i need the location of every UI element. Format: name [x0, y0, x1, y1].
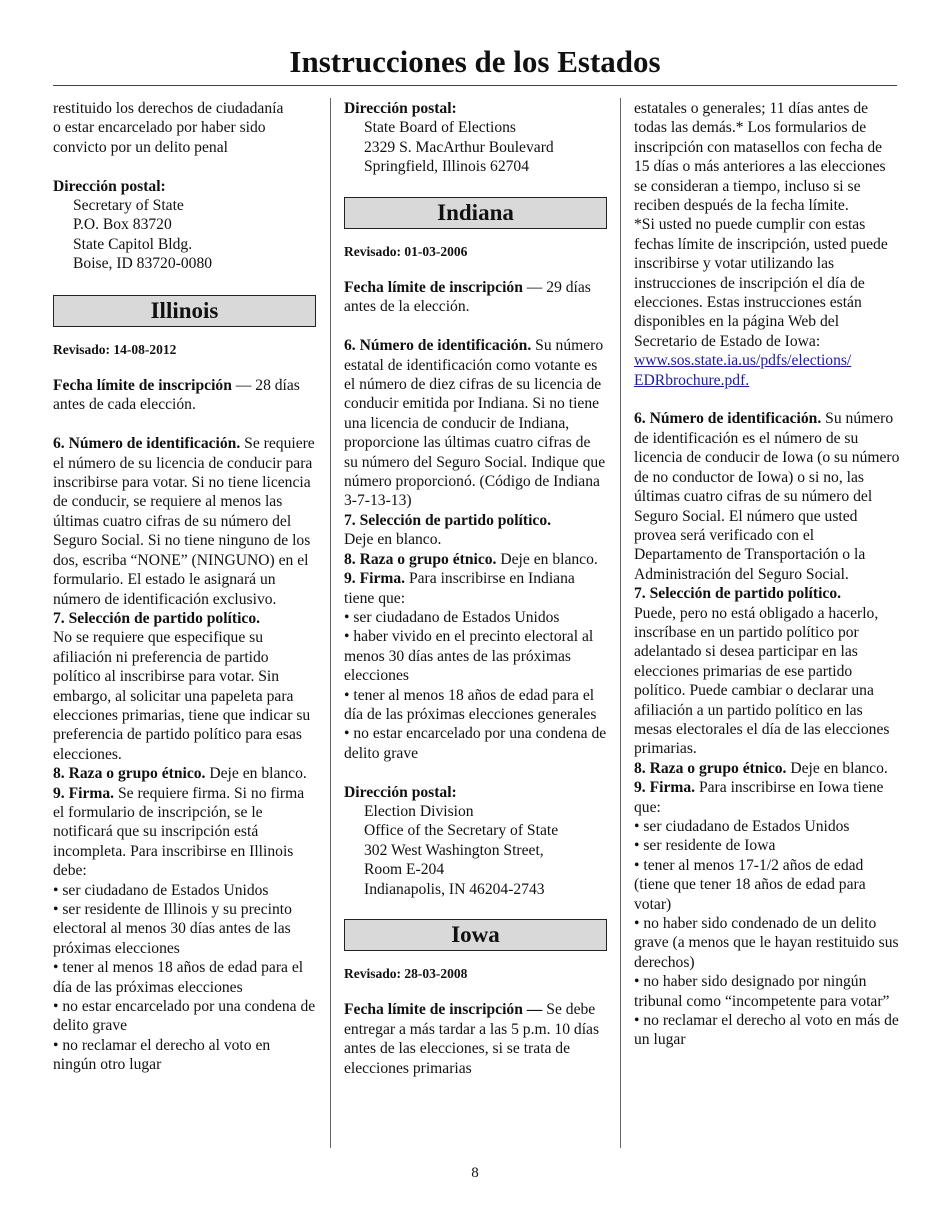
section-6 — [53, 434, 316, 609]
mail-label: Dirección postal: — [344, 783, 457, 801]
title-divider — [53, 85, 897, 86]
list-item: • ser residente de Iowa — [634, 837, 776, 855]
section-6-text: Su número estatal de identificación como votante es el número de diez cifras de su licencia de conducir emitida por Indiana. Si no tiene una licencia de conducir de Indiana, proporcione las últimas cuatro cifras de su número del Seguro Social. Indique que número proporcionó. (Código de Indiana 3-7-13-13) — [344, 337, 606, 510]
revised-date: Revisado: 01-03-2006 — [344, 243, 468, 259]
intro-line: o estar encarcelado por haber sido — [53, 119, 266, 137]
section-8-text: Deje en blanco. — [496, 550, 598, 568]
section-6-label: 6. Número de identificación. — [53, 435, 241, 453]
address-line: 2329 S. MacArthur Boulevard — [364, 138, 554, 156]
address-line: Election Division — [364, 802, 474, 820]
section-8 — [53, 764, 316, 783]
intro-line: convicto por un delito penal — [53, 138, 228, 156]
list-item: • no estar encarcelado por una condena de delito grave — [344, 725, 607, 762]
list-item: • no haber sido designado por ningún tribunal como “incompetente para votar” — [634, 973, 890, 1010]
section-8-text: Deje en blanco. — [205, 765, 307, 783]
deadline-label: Fecha límite de inscripción — — [344, 1001, 543, 1019]
deadline — [344, 278, 607, 317]
section-9 — [53, 784, 316, 881]
column-divider-1 — [330, 98, 331, 1148]
column-divider-2 — [620, 98, 621, 1148]
address-line: Office of the Secretary of State — [364, 822, 559, 840]
state-header-iowa: Iowa — [344, 919, 607, 951]
revised-date: Revisado: 28-03-2008 — [344, 966, 468, 981]
list-item: • tener al menos 17-1/2 años de edad (tiene que tener 18 años de edad para votar) — [634, 856, 866, 913]
revised-date: Revisado: 14-08-2012 — [53, 341, 177, 357]
column-3 — [634, 99, 900, 1050]
address-line: State Capitol Bldg. — [73, 235, 193, 253]
section-8 — [344, 550, 607, 569]
section-9-text: Para inscribirse en Indiana tiene que: — [344, 570, 575, 607]
list-item: • ser ciudadano de Estados Unidos — [634, 818, 850, 836]
section-8-label: 8. Raza o grupo étnico. — [634, 759, 787, 777]
section-7 — [53, 609, 316, 764]
address-line: P.O. Box 83720 — [73, 216, 172, 234]
deadline-text: — 29 días antes de la elección. — [344, 279, 591, 316]
section-9-label: 9. Firma. — [344, 570, 406, 588]
list-item: • tener al menos 18 años de edad para el día de las próximas elecciones — [53, 959, 304, 996]
section-8-label: 8. Raza o grupo étnico. — [53, 765, 206, 783]
election-day-note: *Si usted no puede cumplir con estas fechas límite de inscripción, usted puede inscribirse y votar utilizando las instrucciones de inscripción el día de elecciones. Estas instrucciones están disponibles en la página Web del Secretario de Estado de Iowa: — [634, 216, 888, 350]
list-item: • no reclamar el derecho al voto en ningún otro lugar — [53, 1036, 271, 1074]
page-title: Instrucciones de los Estados — [289, 44, 661, 79]
section-6-label: 6. Número de identificación. — [344, 337, 532, 355]
section-8-text: Deje en blanco. — [786, 759, 888, 777]
section-7-text: Deje en blanco. — [344, 531, 442, 549]
column-2 — [344, 99, 607, 1078]
section-8 — [634, 759, 900, 778]
list-item: • ser ciudadano de Estados Unidos — [344, 608, 560, 626]
deadline-label: Fecha límite de inscripción — [344, 279, 523, 297]
address-line: Room E-204 — [364, 861, 445, 879]
list-item: • haber vivido en el precinto electoral al menos 30 días antes de las próximas elecciones — [344, 628, 594, 685]
section-6-label: 6. Número de identificación. — [634, 410, 822, 428]
intro-line: restituido los derechos de ciudadanía — [53, 100, 284, 117]
section-7 — [634, 584, 900, 759]
mail-label: Dirección postal: — [53, 177, 166, 195]
mail-label: Dirección postal: — [344, 100, 457, 117]
column-1 — [53, 99, 316, 1075]
section-6-text: Se requiere el número de su licencia de conducir para inscribirse para votar. Si no tiene licencia de conducir, se requiere al menos las últimas cuatro cifras de su número del Seguro Social. Si no tiene ninguno de los dos, escriba “NONE” (NINGUNO) en el formulario. El estado le asignará un número de identificación exclusivo. — [53, 435, 315, 608]
section-9 — [634, 778, 900, 817]
section-9 — [344, 569, 607, 608]
address-line: Secretary of State — [73, 197, 184, 215]
list-item: • no estar encarcelado por una condena de delito grave — [53, 998, 316, 1035]
state-header-illinois: Illinois — [53, 295, 316, 327]
deadline-text: Se debe entregar a más tardar a las 5 p.m. 10 días antes de las elecciones, si se trata de elecciones primarias — [344, 1001, 600, 1077]
deadline-label: Fecha límite de inscripción — [53, 377, 232, 395]
section-7-label: 7. Selección de partido político. — [634, 585, 842, 603]
section-7-text: No se requiere que especifique su afiliación ni preferencia de partido político al inscribirse para votar. Sin embargo, al solicitar una papeleta para elecciones primarias, tiene que indicar su preferencia de partido político para esas elecciones. — [53, 629, 311, 763]
section-9-label: 9. Firma. — [634, 779, 696, 797]
section-6-text: Su número de identificación es el número de su licencia de conducir de Iowa (o su número de no conductor de Iowa) o si no, las últimas cuatro cifras de su número del Seguro Social. El número que usted provea será verificado con el Departamento de Transportación o la Administración del Seguro Social. — [634, 410, 900, 583]
address-line: State Board of Elections — [364, 119, 517, 137]
section-8-label: 8. Raza o grupo étnico. — [344, 550, 497, 568]
section-7-label: 7. Selección de partido político. — [344, 511, 552, 529]
section-6 — [634, 409, 900, 584]
list-item: • no haber sido condenado de un delito grave (a menos que le hayan restituido sus derechos) — [634, 915, 899, 971]
deadline — [53, 376, 316, 415]
section-9-text: Para inscribirse en Iowa tiene que: — [634, 779, 884, 816]
list-item: • no reclamar el derecho al voto en más de un lugar — [634, 1012, 899, 1049]
address-line: Boise, ID 83720-0080 — [73, 255, 213, 273]
section-7 — [344, 511, 607, 550]
section-7-text: Puede, pero no está obligado a hacerlo, inscríbase en un partido político por adelantado si desea participar en las elecciones primarias de ese partido político. Puede cambiar o declarar una afiliación a un partido político en las mesas electorales el día de las elecciones primarias. — [634, 604, 890, 758]
deadline-text: — 28 días antes de cada elección. — [53, 377, 300, 414]
page-number: 8 — [471, 1165, 479, 1181]
section-9-label: 9. Firma. — [53, 784, 115, 802]
iowa-edr-link-continued[interactable]: EDRbrochure.pdf. — [634, 371, 750, 389]
list-item: • ser residente de Illinois y su precinto electoral al menos 30 días antes de las próximas elecciones — [53, 901, 292, 957]
list-item: • tener al menos 18 años de edad para el día de las próximas elecciones generales — [344, 686, 597, 723]
iowa-edr-link[interactable]: www.sos.state.ia.us/pdfs/elections/ — [634, 352, 852, 370]
deadline — [344, 1000, 607, 1078]
address-line: Indianapolis, IN 46204-2743 — [364, 880, 545, 898]
state-header-indiana: Indiana — [344, 197, 607, 229]
address-line: Springfield, Illinois 62704 — [364, 158, 530, 176]
list-item: • ser ciudadano de Estados Unidos — [53, 881, 269, 899]
section-9-text: Se requiere firma. Si no firma el formulario de inscripción, se le notificará que su inscripción está incompleta. Para inscribirse en Illinois debe: — [53, 784, 305, 880]
section-6 — [344, 336, 607, 511]
section-7-label: 7. Selección de partido político. — [53, 609, 261, 627]
address-line: 302 West Washington Street, — [364, 841, 544, 859]
deadline-continued: estatales o generales; 11 días antes de todas las demás.* Los formularios de inscripción con matasellos con fecha de 15 días o más anteriores a las elecciones se consideran a tiempo, incluso si se reciben después de la fecha límite. — [634, 100, 886, 215]
